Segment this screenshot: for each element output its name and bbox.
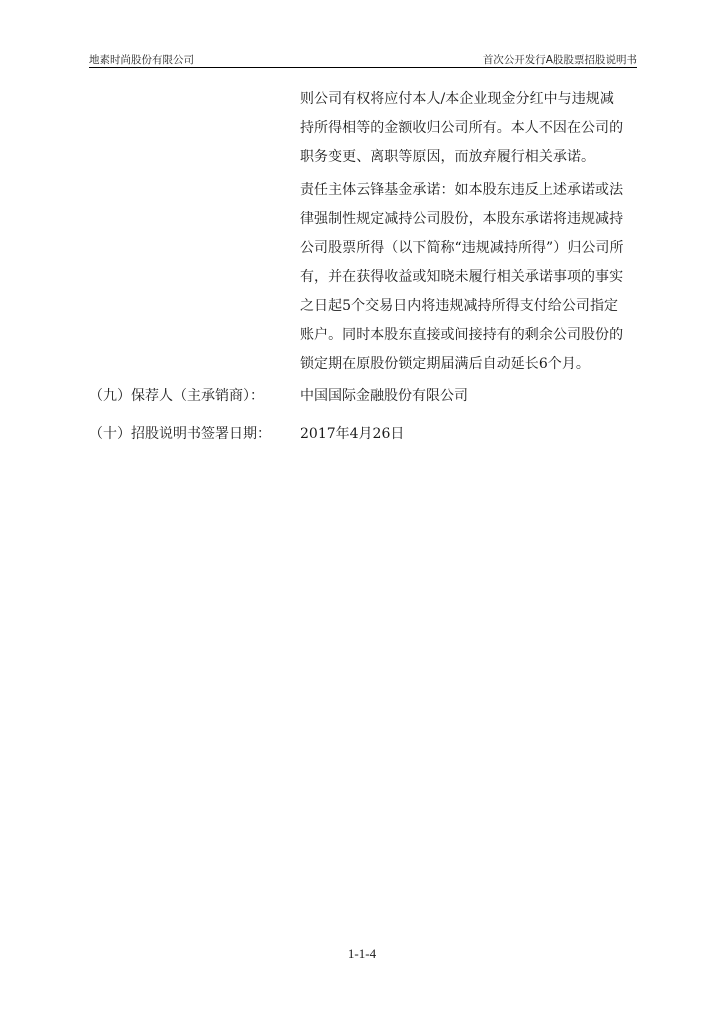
sponsor-label: （九）保荐人（主承销商）： bbox=[89, 388, 264, 404]
paragraph-line: 持所得相等的金额收归公司所有。本人不因在公司的 bbox=[300, 120, 624, 136]
paragraph-line: 责任主体云锋基金承诺：如本股东违反上述承诺或法 bbox=[300, 182, 624, 198]
commitment-paragraph-1 bbox=[300, 85, 640, 172]
page-number: 1-1-4 bbox=[347, 946, 377, 961]
page-header bbox=[89, 50, 637, 66]
signing-date-label: （十）招股说明书签署日期： bbox=[89, 426, 271, 442]
paragraph-line: 之日起5个交易日内将违规减持所得支付给公司指定 bbox=[300, 298, 619, 314]
header-divider bbox=[89, 67, 637, 68]
header-company-name: 地素时尚股份有限公司 bbox=[89, 54, 194, 66]
paragraph-line: 职务变更、离职等原因，而放弃履行相关承诺。 bbox=[300, 149, 596, 165]
paragraph-line: 律强制性规定减持公司股份，本股东承诺将违规减持 bbox=[300, 211, 624, 227]
paragraph-line: 公司股票所得（以下简称“违规减持所得”）归公司所 bbox=[300, 240, 624, 256]
paragraph-line: 则公司有权将应付本人/本企业现金分红中与违规减 bbox=[300, 91, 614, 107]
paragraph-line: 账户。同时本股东直接或间接持有的剩余公司股份的 bbox=[300, 327, 624, 343]
header-document-title: 首次公开发行A股股票招股说明书 bbox=[482, 54, 637, 66]
signing-date-value: 2017年4月26日 bbox=[300, 426, 405, 442]
paragraph-line: 有，并在获得收益或知晓未履行相关承诺事项的事实 bbox=[300, 269, 624, 285]
sponsor-value: 中国国际金融股份有限公司 bbox=[300, 388, 468, 404]
commitment-paragraph-2 bbox=[300, 176, 640, 379]
paragraph-line: 锁定期在原股份锁定期届满后自动延长6个月。 bbox=[300, 356, 590, 372]
